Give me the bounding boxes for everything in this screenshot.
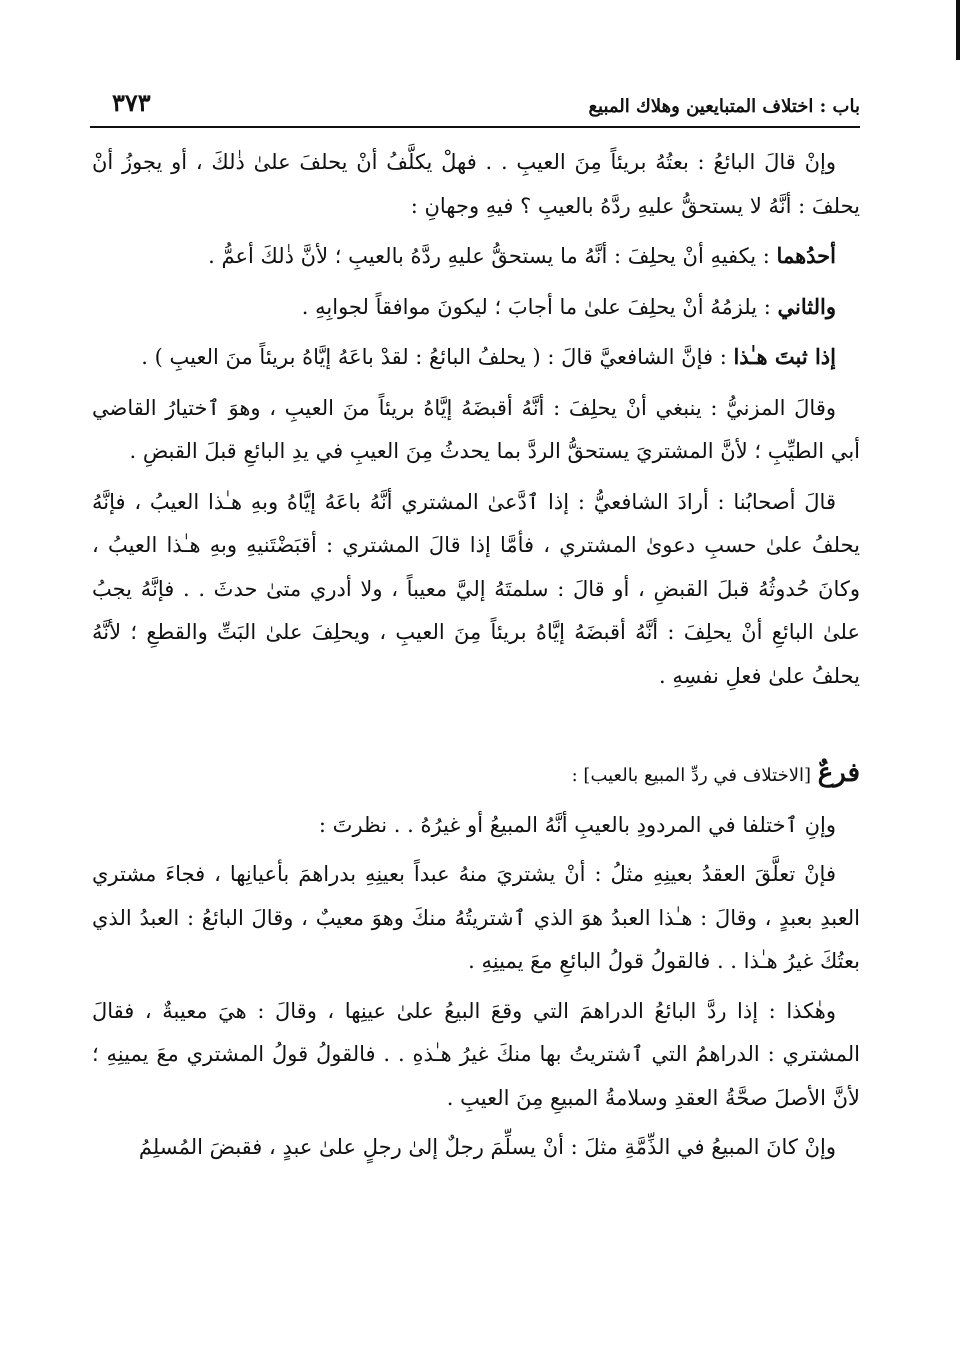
paragraph: إذا ثبتَ هـٰذا : فإنَّ الشافعيَّ قالَ : ( يحلفُ البائعُ : لقدْ باعَهُ إيَّاهُ بريئاً منَ العيبِ ) . — [141, 344, 836, 369]
page-edge-mark — [956, 0, 960, 60]
paragraph: وهٰكذا : إذا ردَّ البائعُ الدراهمَ التي وقعَ البيعُ علىٰ عينِها ، وقالَ : هيَ معيبةٌ ، فقالَ المشتري : الدراهمُ التي ٱشتريتُ بها منكَ غيرُ هـٰذهِ . . فالقولُ قولُ المشتري معَ يمينِهِ ؛ لأنَّ الأصلَ صحَّةُ العقدِ وسلامةُ المبيعِ مِنَ العيبِ . — [92, 998, 860, 1110]
paragraph: وقالَ المزنيُّ : ينبغي أنْ يحلِفَ : أنَّهُ أقبضَهُ إيَّاهُ بريئاً منَ العيبِ ، وهوَ ٱختيارُ القاضي أبي الطيِّبِ ؛ لأنَّ المشتريَ يستحقُّ الردَّ بما يحدثُ مِنَ العيبِ في يدِ البائعِ قبلَ القبضِ . — [92, 395, 860, 463]
running-header — [90, 88, 860, 124]
paragraph: وإنْ قالَ البائعُ : بعتُهُ بريئاً مِنَ العيبِ . . فهلْ يكلَّفُ أنْ يحلفَ علىٰ ذٰلكَ ، أو يجوزُ أنْ يحلفَ : أنَّهُ لا يستحقُّ عليهِ ردَّهُ بالعيبِ ؟ فيهِ وجهانِ : — [92, 150, 860, 218]
paragraph: وإنْ كانَ المبيعُ في الذِّمَّةِ مثلَ : أنْ يسلِّمَ رجلٌ إلىٰ رجلٍ علىٰ عبدٍ ، فقبضَ المُسلِمُ — [138, 1135, 836, 1159]
paragraph-lead: أحدُهما — [776, 243, 836, 268]
paragraph-lead: إذا ثبتَ هـٰذا — [733, 344, 836, 369]
section-title: [الاختلاف في ردِّ المبيع بالعيب] : — [571, 765, 812, 786]
paragraph: أحدُهما : يكفيهِ أنْ يحلِفَ : أنَّهُ ما يستحقُّ عليهِ ردَّهُ بالعيبِ ؛ لأنَّ ذٰلكَ أعمُّ . — [208, 243, 836, 268]
paragraph: فإنْ تعلَّقَ العقدُ بعينِهِ مثلُ : أنْ يشتريَ منهُ عبداً بعينِهِ بدراهمَ بأعيانِها ، فجاءَ مشتري العبدِ بعبدٍ ، وقالَ : هـٰذا العبدُ هوَ الذي ٱشتريتُهُ منكَ وهوَ معيبٌ ، وقالَ البائعُ : العبدُ الذي بعتُكَ غيرُ هـٰذا . . فالقولُ قولُ البائعِ معَ يمينِهِ . — [92, 862, 860, 973]
section-heading — [92, 752, 860, 798]
paragraph: وإنِ ٱختلفا في المردودِ بالعيبِ أنَّهُ المبيعُ أو غيرُهُ . . نظرتَ : — [318, 812, 836, 837]
paragraph: قالَ أصحابُنا : أرادَ الشافعيُّ : إذا ٱدَّعىٰ المشتري أنَّهُ باعَهُ إيَّاهُ وبهِ هـٰذا العيبُ ، فإنَّهُ يحلفُ علىٰ حسبِ دعوىٰ المشتري ، فأمَّا إذا قالَ المشتري : أقبَضْتَنيهِ وبهِ هـٰذا العيبُ ، وكانَ حُدوثُهُ قبلَ القبضِ ، أو قالَ : سلمتَهُ إليَّ معيباً ، ولا أدري متىٰ حدثَ . . فإنَّهُ يجبُ علىٰ البائعِ أنْ يحلِفَ : أنَّهُ أقبضَهُ إيَّاهُ بريئاً مِنَ العيبِ ، ويحلِفَ علىٰ البَتِّ والقطعِ ؛ لأنَّهُ يحلفُ علىٰ فعلِ نفسِهِ . — [92, 489, 860, 688]
chapter-title: باب : اختلاف المتبايعين وهلاك المبيع — [588, 96, 860, 117]
paragraph: والثاني : يلزمُهُ أنْ يحلِفَ علىٰ ما أجابَ ؛ ليكونَ موافقاً لجوابِهِ . — [301, 293, 836, 319]
section-label: فرعٌ — [817, 758, 860, 788]
section-gap — [92, 704, 860, 752]
page-number: ٣٧٣ — [112, 88, 151, 117]
body-text — [92, 140, 860, 1176]
paragraph-lead: والثاني — [777, 293, 836, 319]
header-rule — [90, 126, 860, 128]
